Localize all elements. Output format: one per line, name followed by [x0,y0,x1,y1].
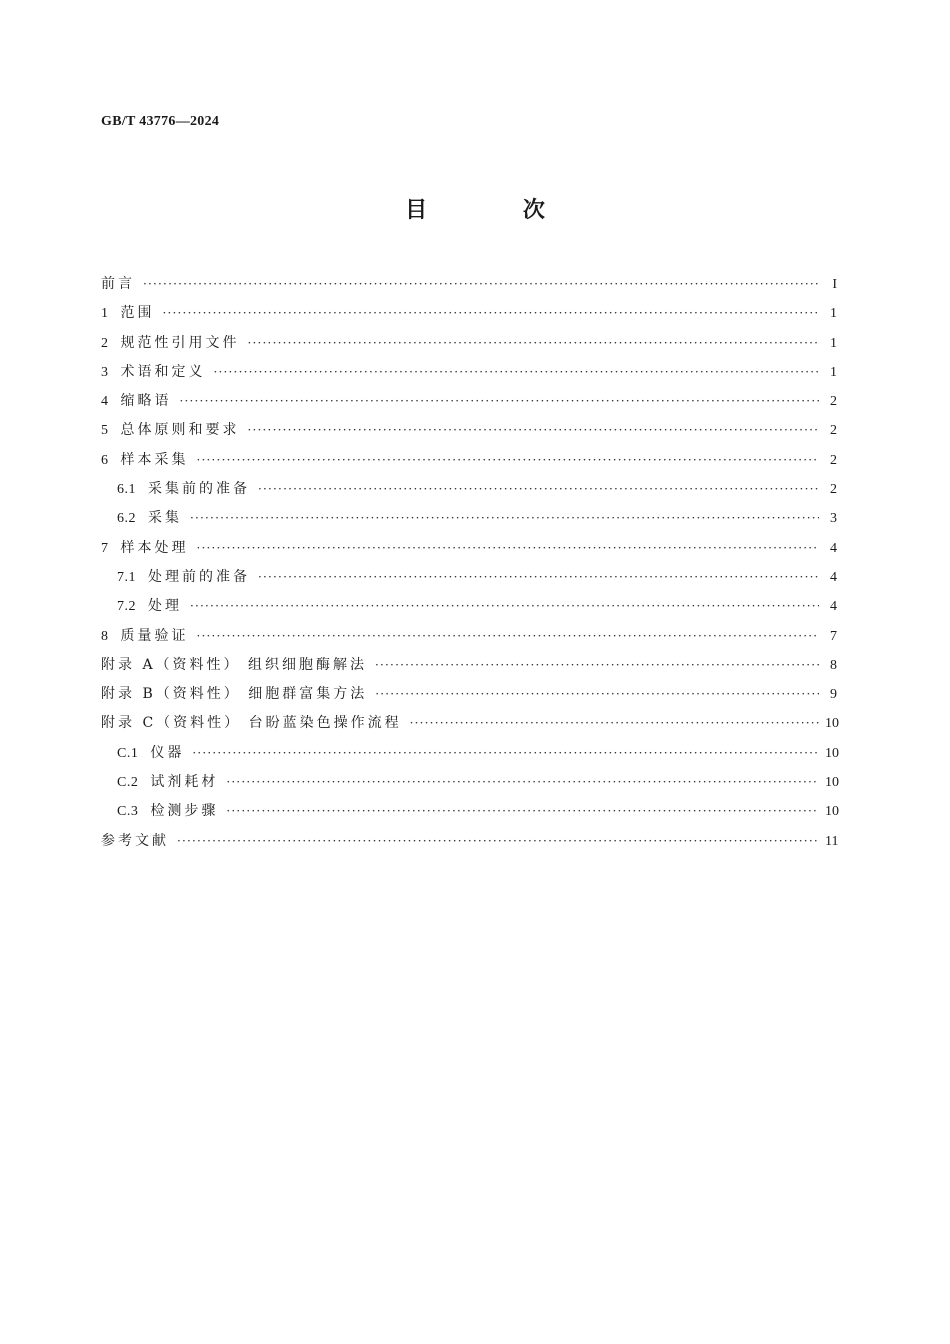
toc-entry-label: 附录 A（资料性） 组织细胞酶解法 [101,656,368,673]
toc-entry-number: C.2 [117,775,139,791]
leader-dots [375,680,819,709]
toc-entry-page: 2 [830,452,837,468]
toc-entry-number: 4 [101,394,109,410]
toc-entry-c-2[interactable] [101,768,837,797]
toc-entry-label: 质量验证 [120,627,189,644]
table-of-contents [101,270,837,856]
toc-entry-number: 7 [101,540,109,556]
leader-dots [258,563,819,592]
toc-entry-page: 10 [825,716,839,732]
leader-dots [197,446,820,475]
toc-entry-label: 仪器 [150,744,185,761]
toc-entry-7-1[interactable] [101,563,837,592]
toc-entry-page: I [832,277,837,292]
leader-dots [226,768,819,797]
toc-entry-c-3[interactable] [101,797,837,826]
toc-entry-label: 术语和定义 [120,363,206,380]
toc-entry-page: 4 [830,599,837,615]
toc-entry-abbreviations[interactable] [101,387,837,416]
toc-entry-label: 样本处理 [120,539,189,556]
leader-dots [177,827,819,856]
toc-entry-appendix-a[interactable] [101,651,837,680]
toc-entry-page: 3 [830,511,837,527]
toc-entry-appendix-b[interactable] [101,680,837,709]
toc-entry-normative-references[interactable] [101,329,837,358]
leader-dots [197,622,820,651]
toc-entry-label: 处理 [148,598,182,615]
toc-entry-sample-processing[interactable] [101,534,837,563]
toc-entry-label: 范围 [120,305,155,322]
toc-entry-label: 采集 [148,510,182,527]
leader-dots [190,592,819,621]
toc-entry-page: 4 [830,540,837,556]
toc-entry-number: 1 [101,306,109,322]
toc-entry-preface[interactable] [101,270,837,299]
toc-entry-label: 规范性引用文件 [120,334,240,351]
leader-dots [226,797,819,826]
leader-dots [410,709,819,738]
leader-dots [192,739,819,768]
toc-entry-page: 1 [830,364,837,380]
leader-dots [375,651,819,680]
toc-entry-number: 6.1 [117,482,136,498]
toc-entry-number: 8 [101,628,109,644]
leader-dots [163,299,820,328]
toc-entry-terms[interactable] [101,358,837,387]
toc-entry-c-1[interactable] [101,739,837,768]
toc-entry-7-2[interactable] [101,592,837,621]
toc-entry-number: 7.2 [117,599,136,615]
toc-entry-label: 样本采集 [120,451,189,468]
leader-dots [180,387,820,416]
toc-entry-page: 11 [825,833,839,849]
toc-entry-quality-verification[interactable] [101,622,837,651]
toc-entry-bibliography[interactable] [101,827,837,856]
toc-entry-number: C.3 [117,804,139,820]
toc-entry-page: 8 [830,657,837,673]
toc-entry-page: 10 [825,745,839,761]
toc-entry-scope[interactable] [101,299,837,328]
toc-entry-number: 6.2 [117,511,136,527]
toc-entry-label: 附录 C（资料性） 台盼蓝染色操作流程 [101,715,402,732]
toc-entry-number: 2 [101,335,109,351]
document-code: GB/T 43776—2024 [101,114,220,129]
leader-dots [143,270,819,299]
toc-entry-6-1[interactable] [101,475,837,504]
toc-entry-page: 7 [830,628,837,644]
toc-entry-page: 10 [825,804,839,820]
toc-entry-number: 5 [101,423,109,439]
toc-entry-page: 1 [830,335,837,351]
toc-entry-label: 前言 [101,276,135,292]
toc-entry-label: 试剂耗材 [150,774,219,791]
toc-entry-number: C.1 [117,745,139,761]
toc-entry-page: 4 [830,569,837,585]
toc-entry-6-2[interactable] [101,504,837,533]
toc-entry-number: 7.1 [117,569,136,585]
toc-entry-page: 2 [830,423,837,439]
toc-entry-page: 2 [830,394,837,410]
toc-entry-sample-collection[interactable] [101,446,837,475]
toc-entry-appendix-c[interactable] [101,709,837,738]
toc-entry-label: 附录 B（资料性） 细胞群富集方法 [101,686,368,703]
leader-dots [197,534,820,563]
toc-entry-page: 1 [830,306,837,322]
toc-title: 目 次 [405,198,589,223]
toc-entry-number: 3 [101,364,109,380]
leader-dots [248,329,820,358]
toc-entry-page: 9 [830,687,837,703]
leader-dots [258,475,819,504]
toc-entry-principles[interactable] [101,416,837,445]
toc-entry-label: 参考文献 [101,832,169,849]
toc-entry-label: 缩略语 [120,393,172,410]
toc-entry-label: 检测步骤 [150,803,219,820]
leader-dots [214,358,820,387]
toc-entry-page: 10 [825,775,839,791]
toc-entry-label: 采集前的准备 [148,481,250,498]
toc-entry-number: 6 [101,452,109,468]
leader-dots [248,416,820,445]
toc-entry-page: 2 [830,482,837,498]
toc-entry-label: 总体原则和要求 [120,422,240,439]
leader-dots [190,504,819,533]
toc-entry-label: 处理前的准备 [148,568,250,585]
